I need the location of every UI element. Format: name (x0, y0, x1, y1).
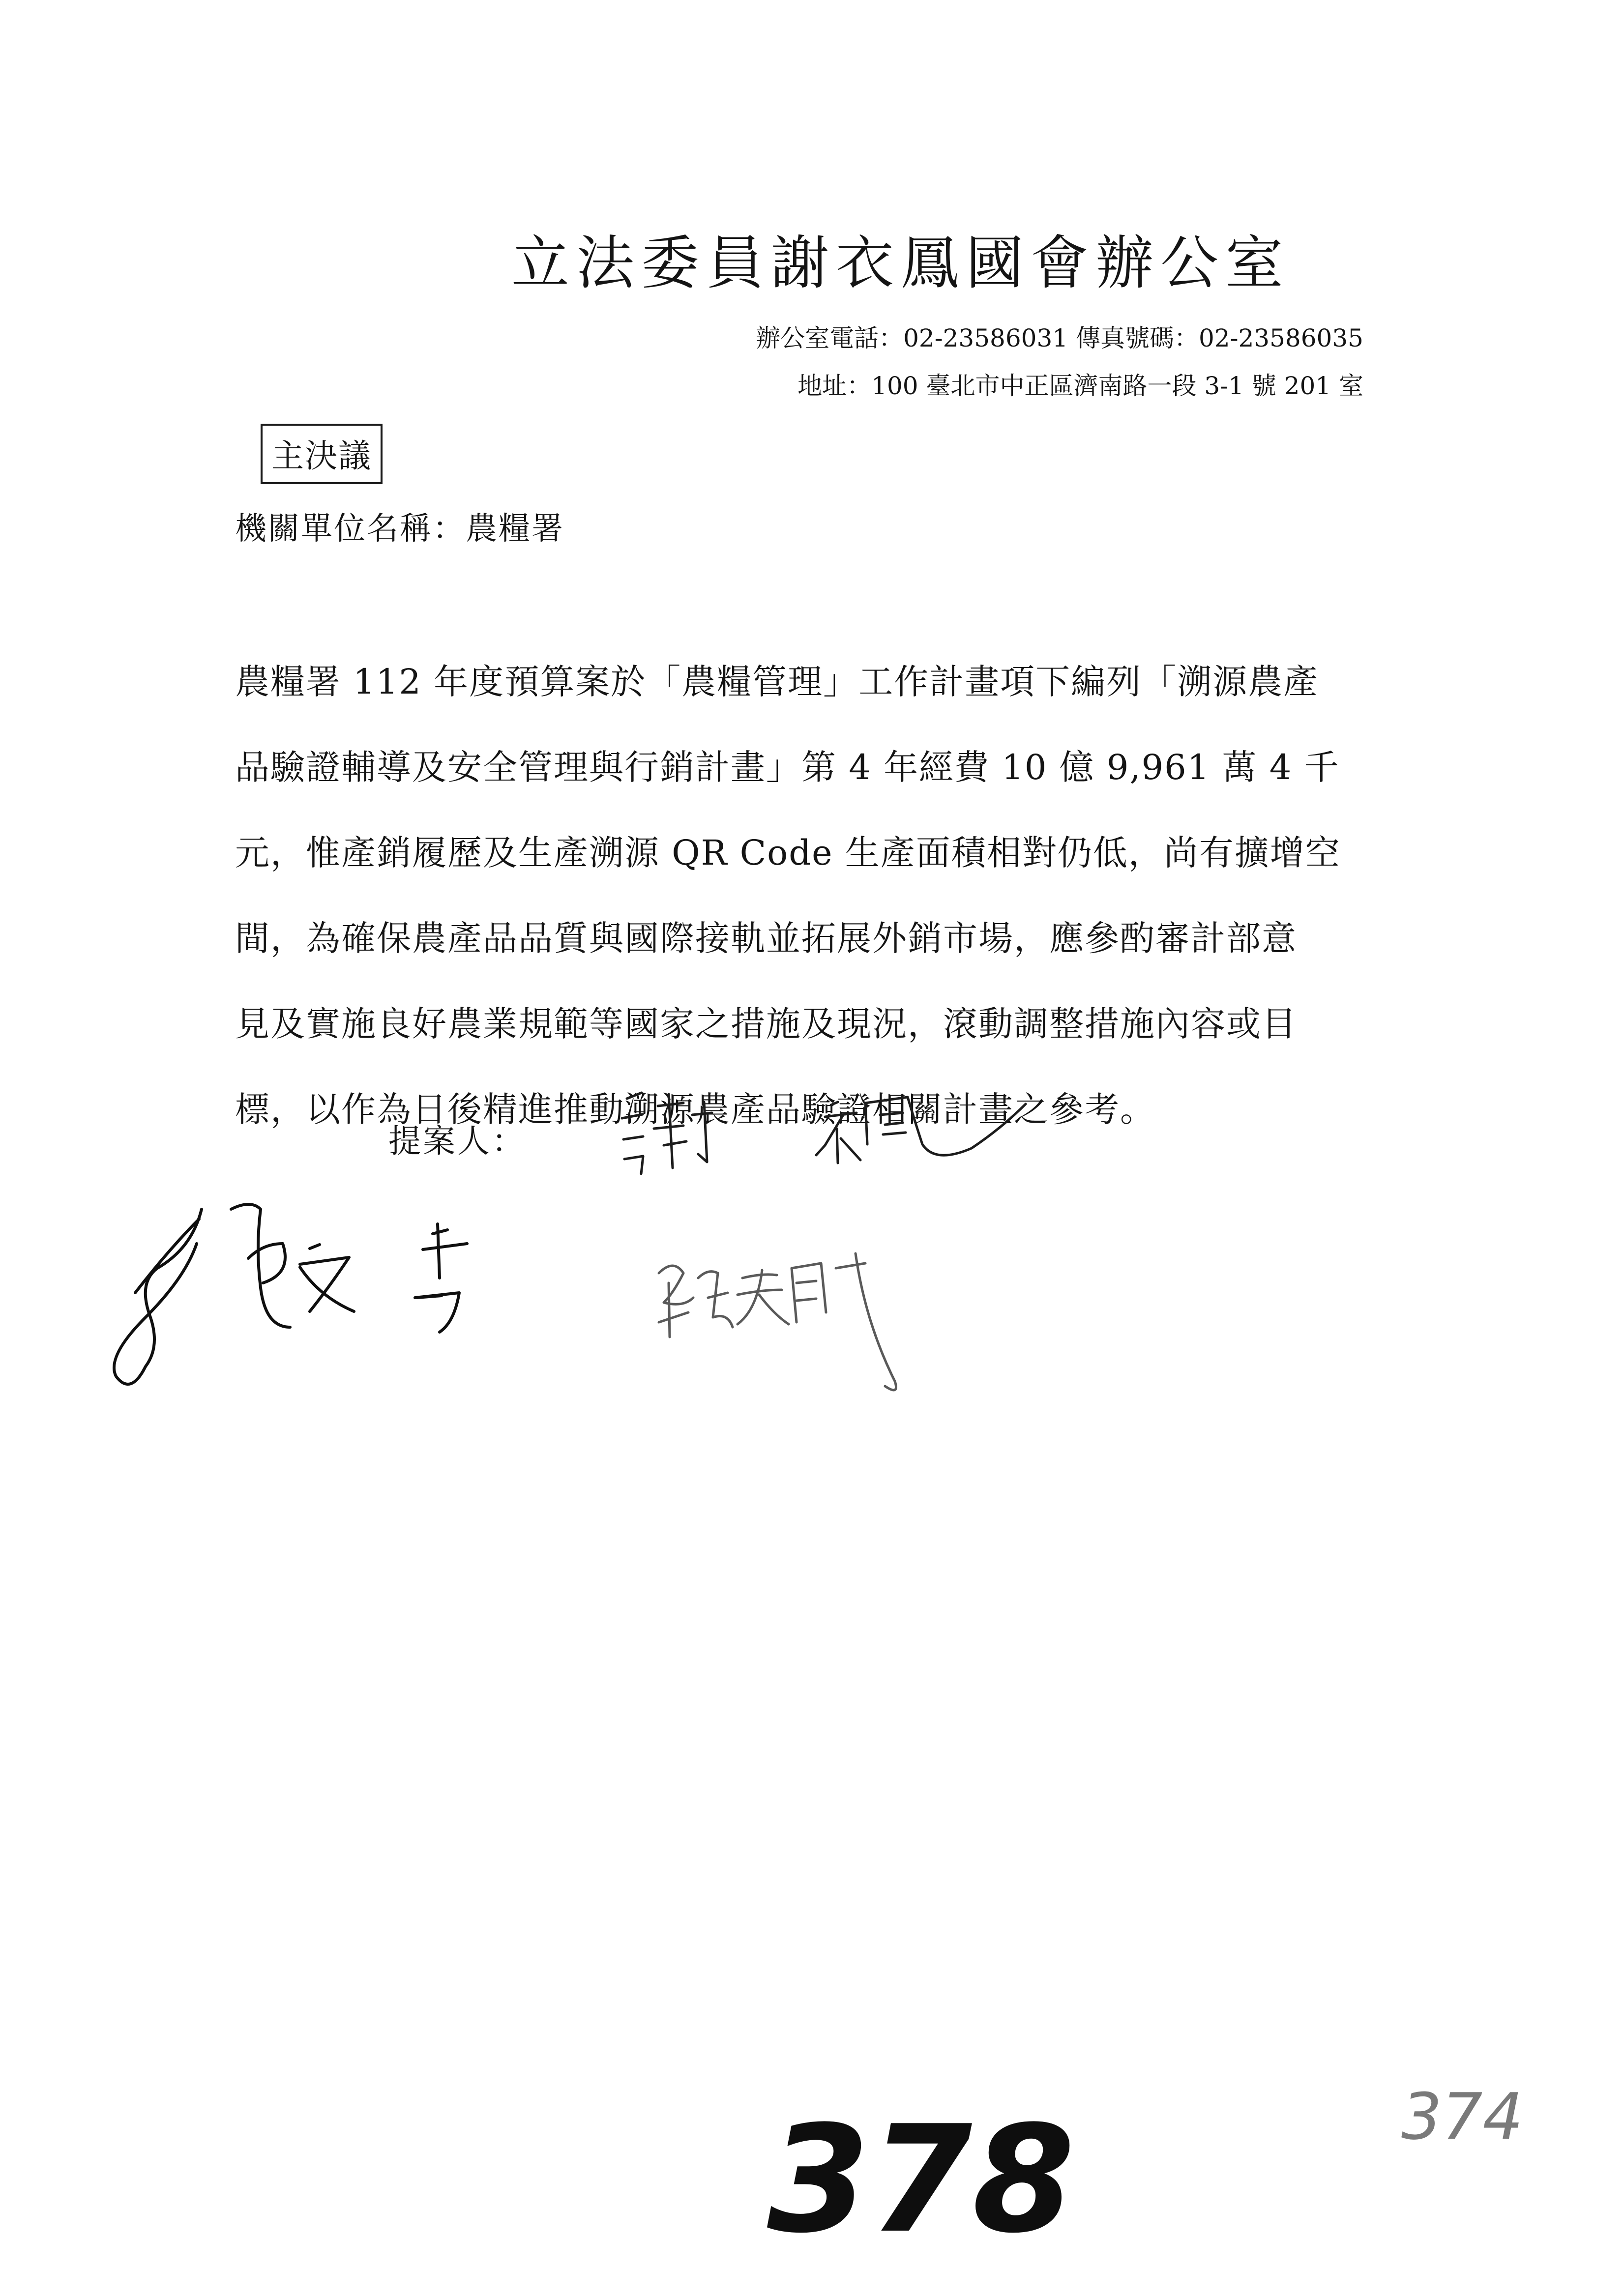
body-line: 見及實施良好農業規範等國家之措施及現況，滾動調整措施內容或目 (235, 1004, 1297, 1044)
office-address-line: 地址：100 臺北市中正區濟南路一段 3-1 號 201 室 (797, 372, 1363, 400)
body-line: 品驗證輔導及安全管理與行銷計畫」第 4 年經費 10 億 9,961 萬 4 千 (235, 747, 1340, 787)
body-line: 農糧署 112 年度預算案於「農糧管理」工作計畫項下編列「溯源農產 (235, 662, 1319, 702)
page-number-corner: 374 (1401, 2079, 1524, 2154)
proposer-label: 提案人： (388, 1122, 526, 1160)
document-type-box: 主決議 (261, 424, 383, 484)
body-line: 標，以作為日後精進推動溯源農產品驗證相關計畫之參考。 (235, 1089, 1155, 1130)
body-line: 元，惟產銷履歷及生產溯源 QR Code 生產面積相對仍低，尚有擴增空 (235, 833, 1341, 873)
body-line: 間，為確保農產品品質與國際接軌並拓展外銷市場，應參酌審計部意 (235, 918, 1297, 959)
office-contact-line: 辦公室電話：02-23586031 傳真號碼：02-23586035 (756, 324, 1363, 352)
letterhead-title: 立法委員謝衣鳳國會辦公室 (511, 229, 1291, 297)
agency-line: 機關單位名稱：農糧署 (235, 511, 564, 547)
page-number-main: 378 (767, 2094, 1075, 2266)
